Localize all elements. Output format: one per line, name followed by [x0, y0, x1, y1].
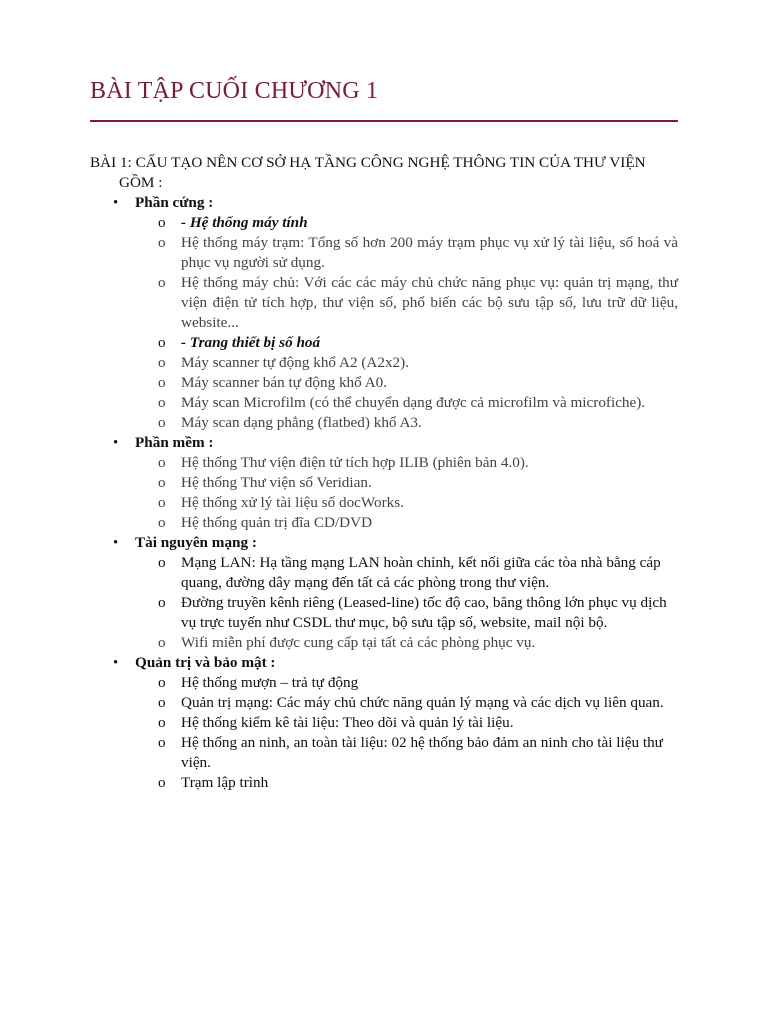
list-item — [90, 453, 678, 473]
list-item — [90, 273, 678, 333]
item-text: Mạng LAN: Hạ tầng mạng LAN hoàn chỉnh, kết nối giữa các tòa nhà bằng cáp quang, đường dây mạng đến tất cả các phòng trong thư viện. — [181, 554, 661, 591]
bullet-marker: • — [113, 195, 119, 211]
item-text: Hệ thống quản trị đĩa CD/DVD — [181, 514, 373, 531]
list-item — [90, 493, 678, 513]
item-text: Máy scanner bán tự động khổ A0. — [181, 374, 388, 391]
sub-bullet-marker: o — [158, 374, 166, 391]
sub-bullet-marker: o — [158, 714, 166, 731]
bullet-marker: • — [113, 535, 119, 551]
sub-bullet-marker: o — [158, 554, 166, 571]
sub-bullet-marker: o — [158, 354, 166, 371]
item-text: Máy scanner tự động khổ A2 (A2x2). — [181, 354, 409, 371]
item-text: Hệ thống Thư viện điện tử tích hợp ILIB (phiên bản 4.0). — [181, 454, 529, 471]
document-body — [90, 153, 678, 793]
sub-bullet-marker: o — [158, 514, 166, 531]
bullet-marker: • — [113, 435, 119, 451]
list-item — [90, 513, 678, 533]
section-network — [90, 533, 678, 553]
section-title: Phần cứng : — [135, 194, 214, 211]
list-item — [90, 233, 678, 273]
item-text: Hệ thống Thư viện số Veridian. — [181, 474, 372, 491]
sub-bullet-marker: o — [158, 634, 166, 651]
bullet-marker: • — [113, 655, 119, 671]
subheading-digitization: - Trang thiết bị số hoá — [181, 334, 321, 351]
list-item — [90, 633, 678, 653]
page-title: BÀI TẬP CUỐI CHƯƠNG 1 — [90, 78, 379, 104]
sub-bullet-marker: o — [158, 334, 166, 351]
list-item — [90, 393, 678, 413]
section-security — [90, 653, 678, 673]
item-text: Hệ thống máy chủ: Với các các máy chủ chức năng phục vụ: quản trị mạng, thư viện điện tử tích hợp, thư viện số, phổ biến các bộ sưu tập số, lưu trữ dữ liệu, website... — [181, 274, 678, 331]
sub-bullet-marker: o — [158, 414, 166, 431]
list-item — [90, 413, 678, 433]
exercise-heading: BÀI 1: CẤU TẠO NÊN CƠ SỞ HẠ TẦNG CÔNG NGHỆ THÔNG TIN CỦA THƯ VIỆN GỒM : — [90, 154, 646, 191]
list-item — [90, 553, 678, 593]
section-title: Tài nguyên mạng : — [135, 534, 257, 551]
sub-bullet-marker: o — [158, 454, 166, 471]
section-software — [90, 433, 678, 453]
item-text: Đường truyền kênh riêng (Leased-line) tốc độ cao, băng thông lớn phục vụ dịch vụ trực tuyến như CSDL thư mục, bộ sưu tập số, website, mail nội bộ. — [181, 594, 667, 631]
list-item — [90, 333, 678, 353]
item-text: Hệ thống kiểm kê tài liệu: Theo dõi và quản lý tài liệu. — [181, 714, 514, 731]
list-item — [90, 693, 678, 713]
item-text: Hệ thống mượn – trả tự động — [181, 674, 359, 691]
section-title: Phần mềm : — [135, 434, 214, 451]
item-text: Hệ thống xử lý tài liệu số docWorks. — [181, 494, 404, 511]
list-item — [90, 213, 678, 233]
list-item — [90, 713, 678, 733]
sub-bullet-marker: o — [158, 494, 166, 511]
item-text: Máy scan Microfilm (có thể chuyển dạng được cả microfilm và microfiche). — [181, 394, 646, 411]
list-item — [90, 593, 678, 633]
sub-bullet-marker: o — [158, 674, 166, 691]
item-text: Wifi miễn phí được cung cấp tại tất cả các phòng phục vụ. — [181, 634, 536, 651]
sub-bullet-marker: o — [158, 694, 166, 711]
item-text: Hệ thống máy trạm: Tổng số hơn 200 máy trạm phục vụ xử lý tài liệu, số hoá và phục vụ người sử dụng. — [181, 234, 678, 271]
list-item — [90, 773, 678, 793]
item-text: Máy scan dạng phẳng (flatbed) khổ A3. — [181, 414, 422, 431]
item-text: Hệ thống an ninh, an toàn tài liệu: 02 hệ thống bảo đảm an ninh cho tài liệu thư viện. — [181, 734, 663, 771]
sub-bullet-marker: o — [158, 274, 166, 291]
list-item — [90, 473, 678, 493]
sub-bullet-marker: o — [158, 214, 166, 231]
sub-bullet-marker: o — [158, 594, 166, 611]
sub-bullet-marker: o — [158, 234, 166, 251]
sub-bullet-marker: o — [158, 394, 166, 411]
subheading-computers: - Hệ thống máy tính — [181, 214, 308, 231]
sub-bullet-marker: o — [158, 734, 166, 751]
list-item — [90, 673, 678, 693]
list-item — [90, 353, 678, 373]
section-title: Quản trị và bảo mật : — [135, 654, 276, 671]
item-text: Quản trị mạng: Các máy chủ chức năng quản lý mạng và các dịch vụ liên quan. — [181, 694, 664, 711]
section-hardware — [90, 193, 678, 213]
item-text: Trạm lập trình — [181, 774, 269, 791]
sub-bullet-marker: o — [158, 774, 166, 791]
title-divider — [90, 120, 678, 122]
list-item — [90, 733, 678, 773]
list-item — [90, 373, 678, 393]
sub-bullet-marker: o — [158, 474, 166, 491]
